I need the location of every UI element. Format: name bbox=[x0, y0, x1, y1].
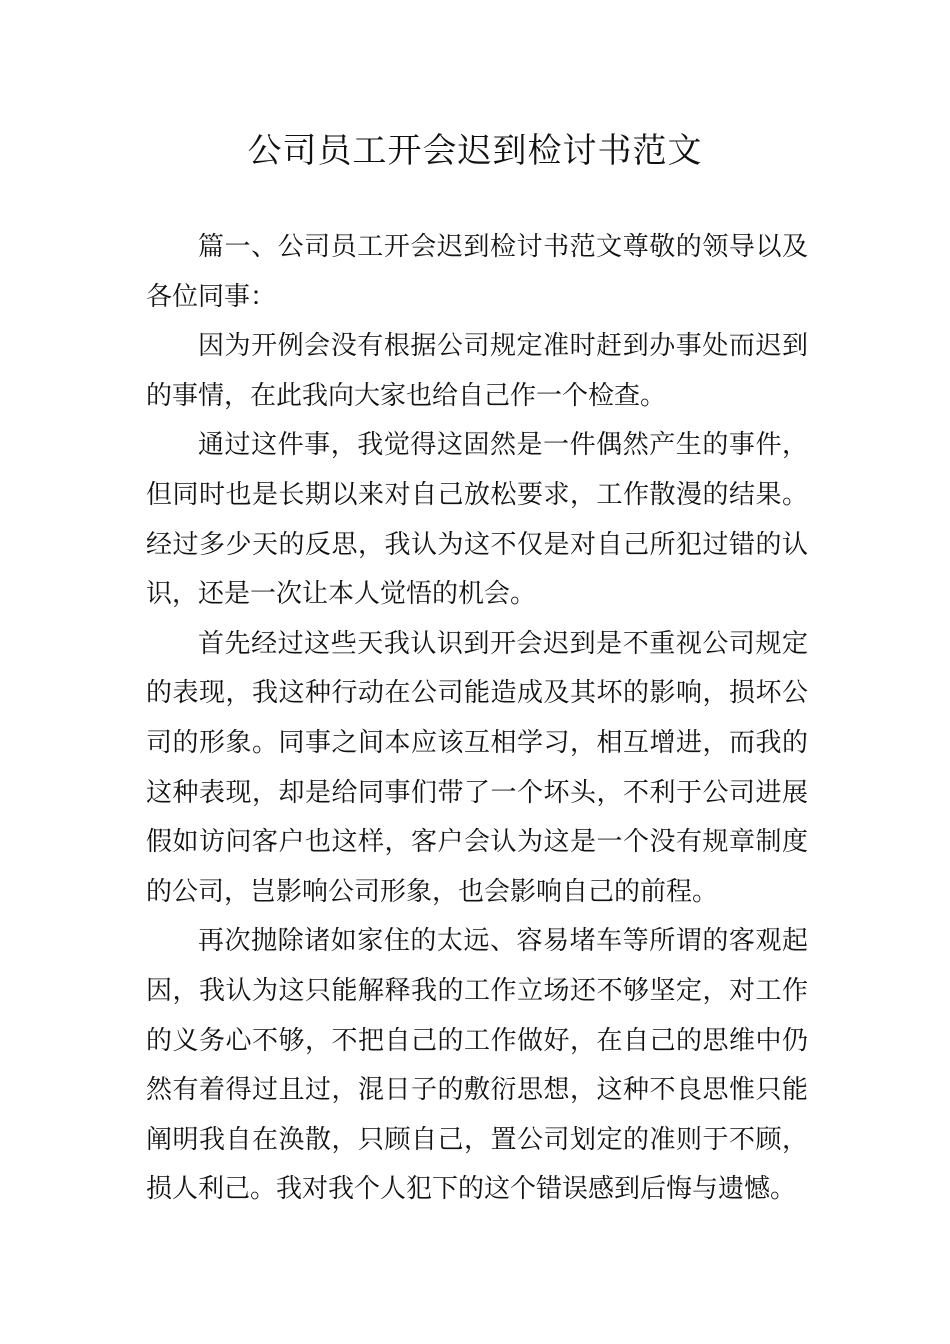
paragraph-3: 通过这件事，我觉得这固然是一件偶然产生的事件，但同时也是长期以来对自己放松要求，工作散漫的结果。经过多少天的反思，我认为这不仅是对自己所犯过错的认识，还是一次让本人觉悟的机会。 bbox=[146, 430, 808, 610]
paragraph-5: 再次抛除诸如家住的太远、容易堵车等所谓的客观起因，我认为这只能解释我的工作立场还不够坚定，对工作的义务心不够，不把自己的工作做好，在自己的思维中仍然有着得过且过，混日子的敷衍思想，这种不良思惟只能阐明我自在涣散，只顾自己，置公司划定的准则于不顾，损人利己。我对我个人犯下的这个错误感到后悔与遗憾。 bbox=[146, 926, 808, 1205]
paragraph-2: 因为开例会没有根据公司规定准时赶到办事处而迟到的事情，在此我向大家也给自己作一个检查。 bbox=[146, 331, 808, 411]
document-body bbox=[146, 223, 808, 1215]
paragraph-4: 首先经过这些天我认识到开会迟到是不重视公司规定的表现，我这种行动在公司能造成及其坏的影响，损坏公司的形象。同事之间本应该互相学习，相互增进，而我的这种表现，却是给同事们带了一个坏头，不利于公司进展假如访问客户也这样，客户会认为这是一个没有规章制度的公司，岂影响公司形象，也会影响自己的前程。 bbox=[146, 628, 808, 907]
document-title: 公司员工开会迟到检讨书范文 bbox=[247, 131, 703, 171]
paragraph-1: 篇一、公司员工开会迟到检讨书范文尊敬的领导以及各位同事： bbox=[146, 232, 808, 312]
